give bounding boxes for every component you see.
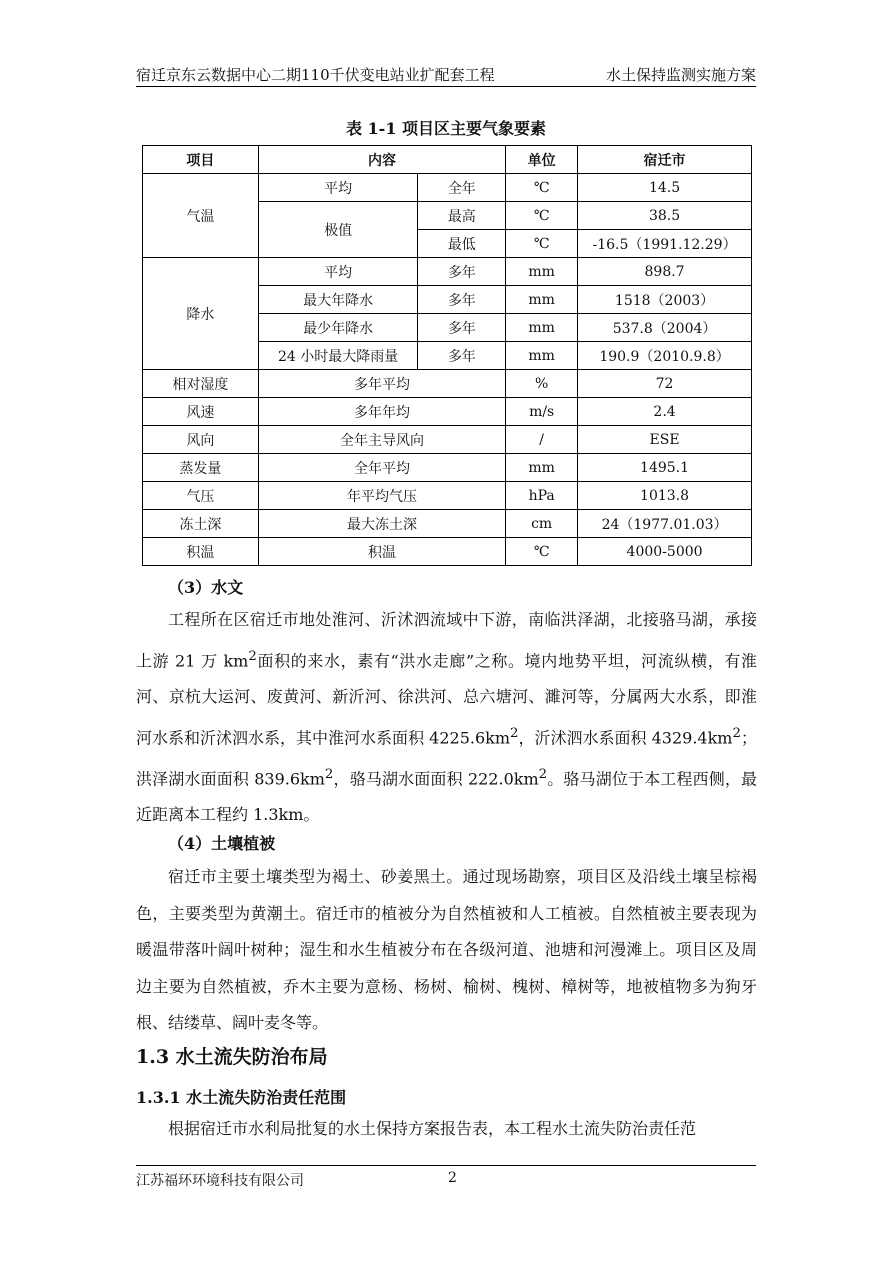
cell-unit: mm [506, 454, 578, 482]
table-row [143, 482, 752, 510]
superscript: 2 [510, 725, 519, 741]
cell-item: 蒸发量 [143, 454, 259, 482]
cell-period: 全年 [418, 174, 506, 202]
cell-content: 全年主导风向 [258, 426, 505, 454]
header-content: 内容 [258, 146, 505, 174]
cell-unit: cm [506, 510, 578, 538]
hydrology-text-part: ，骆马湖水面面积 222.0km [333, 768, 539, 788]
cell-item: 风速 [143, 398, 259, 426]
cell-value: 898.7 [578, 258, 752, 286]
header-item: 项目 [143, 146, 259, 174]
cell-content: 最大冻土深 [258, 510, 505, 538]
header-divider [136, 86, 756, 87]
cell-content: 多年年均 [258, 398, 505, 426]
cell-content: 多年平均 [258, 370, 505, 398]
cell-value: 1495.1 [578, 454, 752, 482]
hydrology-text-part: ，沂沭泗水系面积 4329.4km [518, 728, 733, 748]
cell-value: -16.5（1991.12.29） [578, 230, 752, 258]
page-number: 2 [448, 1170, 457, 1186]
cell-item: 冻土深 [143, 510, 259, 538]
cell-value: 1518（2003） [578, 286, 752, 314]
cell-value: 72 [578, 370, 752, 398]
cell-content: 积温 [258, 538, 505, 566]
cell-period: 最低 [418, 230, 506, 258]
cell-unit: ℃ [506, 538, 578, 566]
table-row [143, 258, 752, 286]
section-1-3-1-text [136, 1111, 757, 1148]
cell-value: 38.5 [578, 202, 752, 230]
cell-value: 1013.8 [578, 482, 752, 510]
table-row [143, 538, 752, 566]
group-temperature: 气温 [143, 174, 259, 258]
cell-period: 最高 [418, 202, 506, 230]
table-row [143, 174, 752, 202]
cell-period: 多年 [418, 314, 506, 342]
cell-unit: % [506, 370, 578, 398]
superscript: 2 [732, 725, 741, 741]
table-row [143, 370, 752, 398]
cell-label: 极值 [258, 202, 418, 258]
table-row [143, 510, 752, 538]
group-precipitation: 降水 [143, 258, 259, 370]
table-header-row [143, 146, 752, 174]
header-doc-title: 水土保持监测实施方案 [605, 66, 756, 84]
superscript: 2 [538, 766, 548, 782]
cell-label: 最少年降水 [258, 314, 418, 342]
cell-unit: hPa [506, 482, 578, 510]
heading-1-3-1: 1.3.1 水土流失防治责任范围 [136, 1088, 347, 1107]
cell-period: 多年 [418, 258, 506, 286]
cell-unit: mm [506, 314, 578, 342]
cell-item: 积温 [143, 538, 259, 566]
cell-unit: ℃ [506, 174, 578, 202]
section-hydrology-heading: （3）水文 [168, 578, 244, 597]
cell-content: 全年平均 [258, 454, 505, 482]
superscript: 2 [324, 766, 334, 782]
hydrology-text-part: 面积的来水，素有“洪水走廊”之称。境内地势平坦，河流纵横，有淮河、京杭大运河、废黄河、新沂河、徐洪河、总六塘河、濉河等，分属两大水系，即淮河水系和沂沭泗水系，其中淮河水系面积 4225.6km [136, 650, 757, 748]
cell-item: 相对湿度 [143, 370, 259, 398]
cell-period: 多年 [418, 342, 506, 370]
cell-label: 24 小时最大降雨量 [258, 342, 418, 370]
cell-value: 14.5 [578, 174, 752, 202]
hydrology-text-part: 工程所在区宿迁市地处淮河、沂沭泗流域中下游，南临洪泽湖，北接骆马湖，承接上游 21 万 km [136, 610, 757, 670]
hydrology-text-part: 。骆马湖位于本工程西侧，最近距离本工程约 1.3km。 [136, 768, 757, 825]
superscript: 2 [248, 648, 257, 664]
cell-unit: ℃ [506, 202, 578, 230]
table-row [143, 398, 752, 426]
meteorology-table [142, 145, 752, 566]
section-soil-text [136, 859, 757, 1042]
cell-unit: mm [506, 258, 578, 286]
cell-unit: mm [506, 342, 578, 370]
cell-label: 平均 [258, 174, 418, 202]
cell-value: 2.4 [578, 398, 752, 426]
table-title: 表 1-1 项目区主要气象要素 [345, 119, 547, 138]
cell-period: 多年 [418, 286, 506, 314]
cell-content: 年平均气压 [258, 482, 505, 510]
heading-1-3: 1.3 水土流失防治布局 [136, 1046, 328, 1068]
header-value: 宿迁市 [578, 146, 752, 174]
cell-unit: / [506, 426, 578, 454]
cell-item: 风向 [143, 426, 259, 454]
cell-value: 24（1977.01.03） [578, 510, 752, 538]
header-project-title: 宿迁京东云数据中心二期110千伏变电站业扩配套工程 [136, 66, 495, 84]
cell-value: 4000-5000 [578, 538, 752, 566]
cell-label: 最大年降水 [258, 286, 418, 314]
section-hydrology-text [136, 602, 757, 834]
table-row [143, 454, 752, 482]
cell-unit: ℃ [506, 230, 578, 258]
cell-value: ESE [578, 426, 752, 454]
table-row [143, 426, 752, 454]
soil-paragraph: 宿迁市主要土壤类型为褐土、砂姜黑土。通过现场勘察，项目区及沿线土壤呈棕褐色，主要类型为黄潮土。宿迁市的植被分为自然植被和人工植被。自然植被主要表现为暖温带落叶阔叶树种；湿生和水生植被分布在各级河道、池塘和河漫滩上。项目区及周边主要为自然植被，乔木主要为意杨、杨树、榆树、槐树、樟树等，地被植物多为狗牙根、结缕草、阔叶麦冬等。 [136, 867, 757, 1032]
responsibility-paragraph: 根据宿迁市水利局批复的水土保持方案报告表，本工程水土流失防治责任范 [168, 1119, 697, 1138]
section-soil-heading: （4）土壤植被 [168, 834, 276, 853]
cell-item: 气压 [143, 482, 259, 510]
cell-label: 平均 [258, 258, 418, 286]
footer-divider [136, 1165, 756, 1166]
cell-value: 537.8（2004） [578, 314, 752, 342]
footer-company: 江苏福环环境科技有限公司 [136, 1173, 304, 1189]
cell-unit: mm [506, 286, 578, 314]
header-unit: 单位 [506, 146, 578, 174]
cell-value: 190.9（2010.9.8） [578, 342, 752, 370]
hydrology-text-part: ；洪泽湖水面面积 839.6km [136, 728, 757, 788]
cell-unit: m/s [506, 398, 578, 426]
